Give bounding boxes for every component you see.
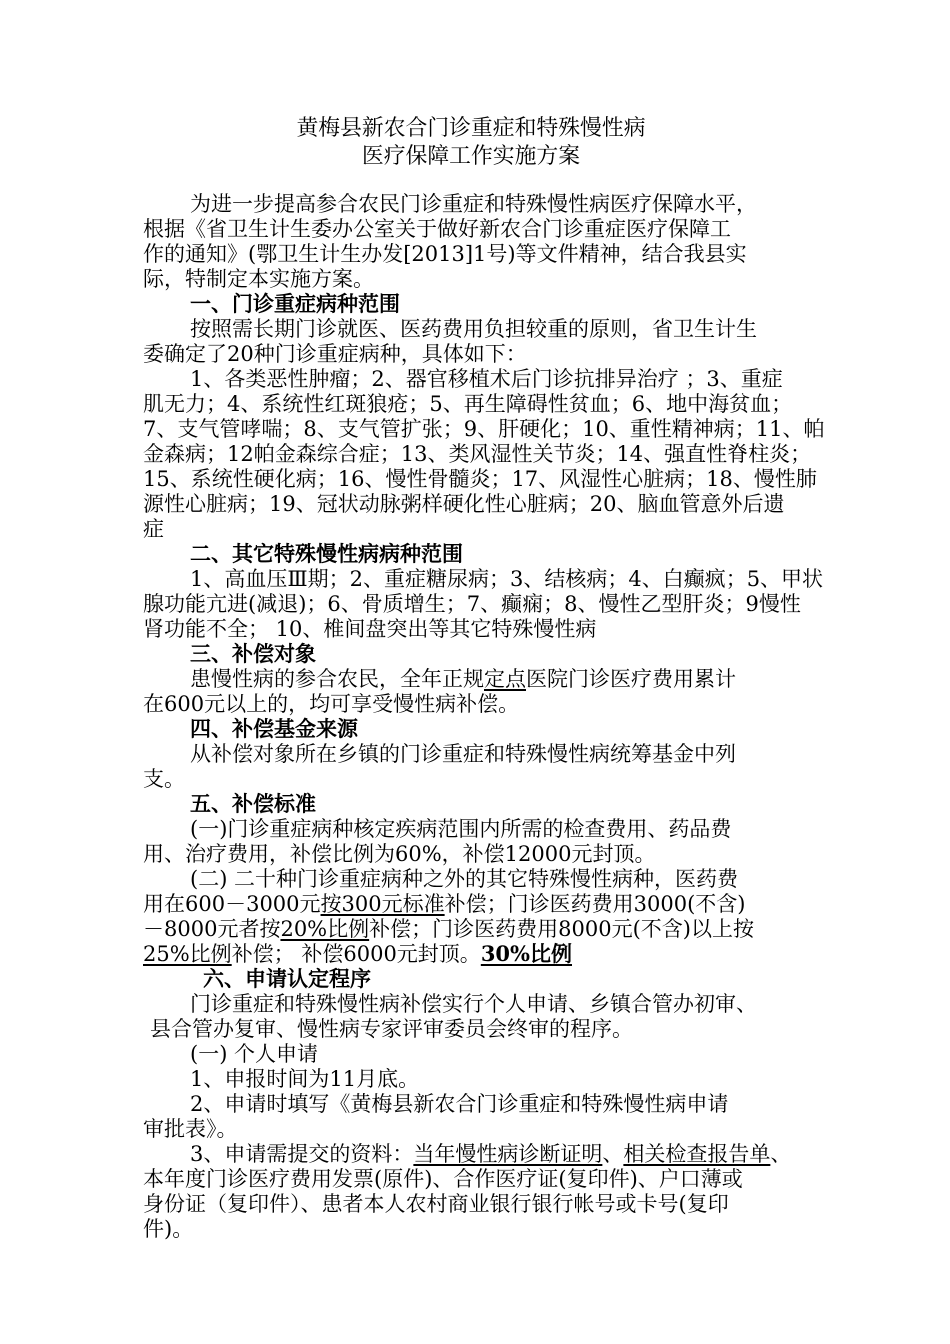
- s5-line: (二) 二十种门诊重症病种之外的其它特殊慢性病种，医药费: [190, 867, 739, 891]
- s2-line: 腺功能亢进(减退)；6、骨质增生；7、癫痫；8、慢性乙型肝炎；9慢性: [143, 592, 801, 616]
- intro-line: 根据《省卫生计生委办公室关于做好新农合门诊重症医疗保障工: [143, 217, 731, 241]
- s6-underlined-text: 相关检查报告单: [623, 1142, 771, 1166]
- s6-text: 3、申请需提交的资料：: [190, 1142, 414, 1166]
- intro-line: 际，特制定本实施方案。: [143, 267, 374, 291]
- section-heading-4: 四、补偿基金来源: [190, 717, 358, 741]
- s1-line: 15、系统性硬化病；16、慢性骨髓炎；17、风湿性心脏病；18、慢性肺: [143, 467, 817, 491]
- s5-text: 用在600－3000元: [143, 892, 321, 916]
- section-heading-1: 一、门诊重症病种范围: [190, 292, 400, 316]
- s5-text: 补偿；门诊医药费用8000元(不含)以上按: [369, 917, 754, 941]
- s5-text: 补偿；门诊医药费用3000(不含): [444, 892, 746, 916]
- s1-line: 金森病；12帕金森综合症；13、类风湿性关节炎；14、强直性脊柱炎；: [143, 442, 812, 466]
- s6-line: 本年度门诊医疗费用发票(原件)、合作医疗证(复印件)、户口薄或: [143, 1167, 743, 1191]
- intro-line: 为进一步提高参合农民门诊重症和特殊慢性病医疗保障水平，: [190, 192, 757, 216]
- s6-line: 县合管办复审、慢性病专家评审委员会终审的程序。: [150, 1017, 633, 1041]
- s6-line: 件)。: [143, 1217, 194, 1241]
- s6-line: [190, 1141, 791, 1167]
- s5-text: 补偿； 补偿6000元封顶。: [231, 942, 481, 966]
- s6-line: 2、申请时填写《黄梅县新农合门诊重症和特殊慢性病申请: [190, 1092, 729, 1116]
- s5-line: [143, 916, 754, 942]
- s6-line: 审批表》。: [143, 1117, 238, 1141]
- s3-line: 在600元以上的，均可享受慢性病补偿。: [143, 692, 520, 716]
- s1-line: 症: [143, 517, 164, 541]
- s2-line: 1、高血压Ⅲ期；2、重症糖尿病；3、结核病；4、白癫疯；5、甲状: [190, 567, 824, 591]
- s6-line: 门诊重症和特殊慢性病补偿实行个人申请、乡镇合管办初审、: [190, 992, 757, 1016]
- s5-underlined-text: 20%比例: [280, 917, 370, 941]
- s3-underlined-text: 定点: [484, 667, 526, 691]
- s3-line: [190, 666, 736, 692]
- s5-line: (一)门诊重症病种核定疾病范围内所需的检查费用、药品费: [190, 817, 732, 841]
- s2-line: 肾功能不全； 10、椎间盘突出等其它特殊慢性病: [143, 617, 597, 641]
- s6-text: 、: [602, 1142, 624, 1166]
- s1-line: 1、各类恶性肿瘤；2、器官移植术后门诊抗排异治疗 ；3、重症: [190, 367, 783, 391]
- s5-line: [143, 891, 745, 917]
- section-heading-5: 五、补偿标准: [190, 792, 316, 816]
- s1-line: 源性心脏病；19、冠状动脉粥样硬化性心脏病；20、脑血管意外后遗: [143, 492, 785, 516]
- s5-line: 用、治疗费用，补偿比例为60%，补偿12000元封顶。: [143, 842, 656, 866]
- intro-line: 作的通知》(鄂卫生计生办发[2013]1号)等文件精神，结合我县实: [143, 242, 747, 266]
- section-heading-2: 二、其它特殊慢性病病种范围: [190, 542, 463, 566]
- s4-line: 从补偿对象所在乡镇的门诊重症和特殊慢性病统筹基金中列: [190, 742, 736, 766]
- section-heading-6: 六、申请认定程序: [203, 967, 371, 991]
- s6-underlined-text: 当年慢性病诊断证明: [413, 1142, 603, 1166]
- s3-text: 医院门诊医疗费用累计: [526, 667, 736, 691]
- s6-text: 、: [770, 1142, 792, 1166]
- s5-line: [143, 941, 572, 967]
- s6-line: 身份证（复印件）、患者本人农村商业银行银行帐号或卡号(复印: [143, 1192, 729, 1216]
- s5-text: －8000元者按: [143, 917, 281, 941]
- s1-line: 7、支气管哮喘；8、支气管扩张；9、肝硬化；10、重性精神病；11、帕: [143, 417, 825, 441]
- s6-subheading: (一) 个人申请: [190, 1042, 319, 1066]
- s6-line: 1、申报时间为11月底。: [190, 1067, 420, 1091]
- s5-bold-underlined-text: 30%比例: [480, 941, 572, 966]
- section-heading-3: 三、补偿对象: [190, 642, 316, 666]
- s1-line: 肌无力；4、系统性红斑狼疮；5、再生障碍性贫血；6、地中海贫血；: [143, 392, 793, 416]
- doc-title-line-1: 黄梅县新农合门诊重症和特殊慢性病: [296, 116, 646, 141]
- s5-underlined-text: 按300元标准: [320, 892, 445, 916]
- doc-title-line-2: 医疗保障工作实施方案: [361, 144, 581, 169]
- s1-line: 按照需长期门诊就医、医药费用负担较重的原则，省卫生计生: [190, 317, 757, 341]
- s5-underlined-text: 25%比例: [143, 942, 232, 966]
- s1-line: 委确定了20种门诊重症病种，具体如下：: [143, 342, 527, 366]
- s3-text: 患慢性病的参合农民，全年正规: [190, 667, 484, 691]
- s4-line: 支。: [143, 767, 185, 791]
